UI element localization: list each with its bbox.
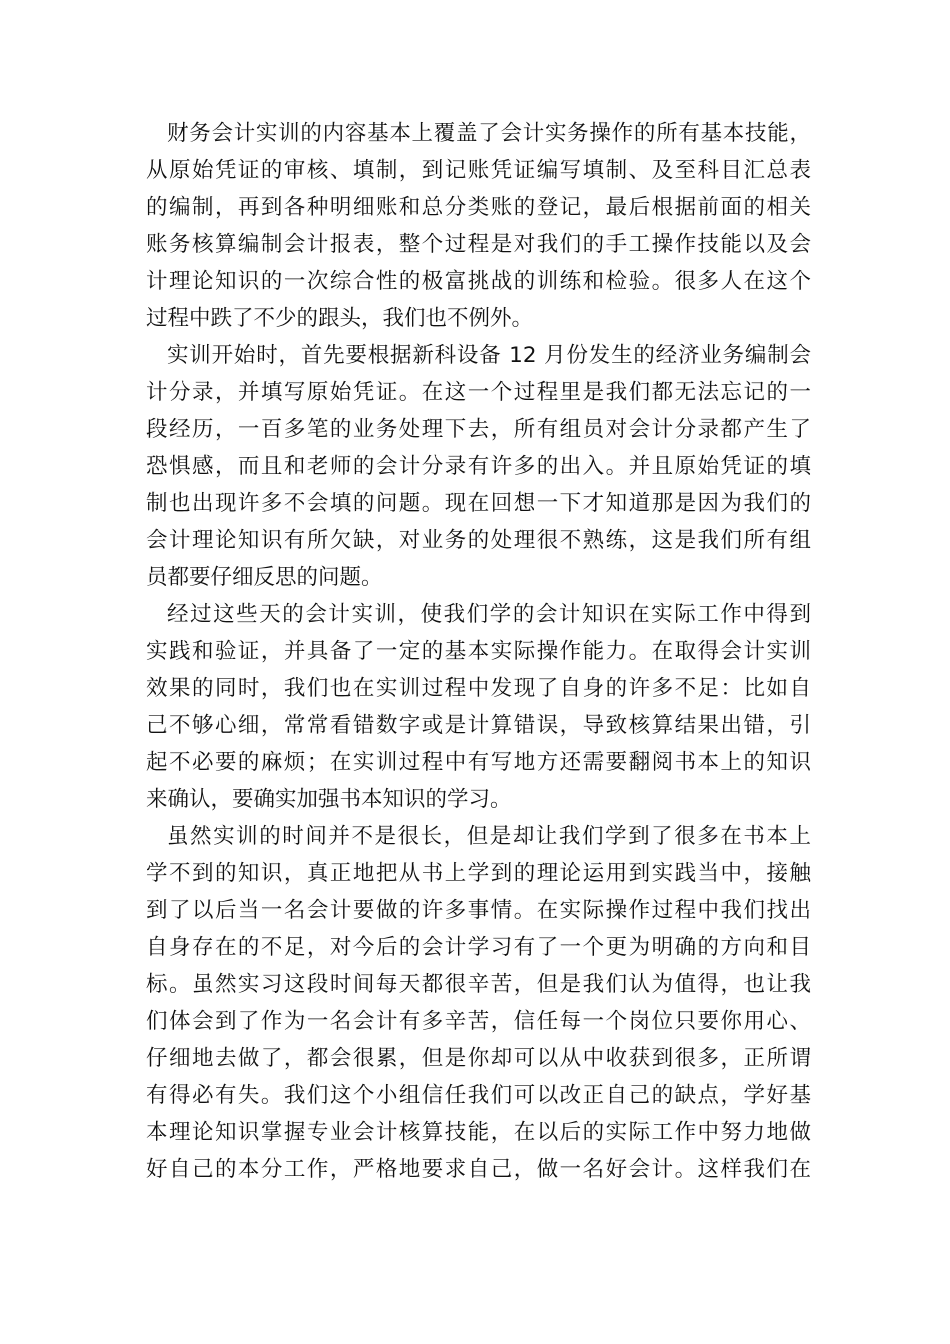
paragraph-3 (146, 596, 811, 818)
text-line: 自身存在的不足，对今后的会计学习有了一个更为明确的方向和目 (146, 935, 811, 960)
text-line: 标。虽然实习这段时间每天都很辛苦，但是我们认为值得，也让我 (146, 972, 811, 997)
text-line: 计分录，并填写原始凭证。在这一个过程里是我们都无法忘记的一 (146, 380, 811, 405)
text-line: 财务会计实训的内容基本上覆盖了会计实务操作的所有基本技能， (167, 121, 811, 146)
text-line: 恐惧感，而且和老师的会计分录有许多的出入。并且原始凭证的填 (146, 454, 811, 479)
text-line: 本理论知识掌握专业会计核算技能，在以后的实际工作中努力地做 (146, 1120, 811, 1145)
paragraph-2 (146, 337, 811, 596)
text-line: 段经历，一百多笔的业务处理下去，所有组员对会计分录都产生了 (146, 417, 811, 442)
document-body (146, 115, 811, 1188)
paragraph-4 (146, 818, 811, 1188)
text-line: 过程中跌了不少的跟头，我们也不例外。 (146, 306, 534, 331)
text-line: 从原始凭证的审核、填制，到记账凭证编写填制、及至科目汇总表 (146, 158, 811, 183)
paragraph-1 (146, 115, 811, 337)
text-line: 学不到的知识，真正地把从书上学到的理论运用到实践当中，接触 (146, 861, 811, 886)
text-line: 来确认，要确实加强书本知识的学习。 (146, 787, 512, 812)
text-line: 到了以后当一名会计要做的许多事情。在实际操作过程中我们找出 (146, 898, 811, 923)
text-line: 仔细地去做了，都会很累，但是你却可以从中收获到很多，正所谓 (146, 1046, 811, 1071)
text-line: 的编制，再到各种明细账和总分类账的登记，最后根据前面的相关 (146, 195, 811, 220)
text-line: 有得必有失。我们这个小组信任我们可以改正自己的缺点，学好基 (146, 1083, 811, 1108)
text-line: 实训开始时，首先要根据新科设备 12 月份发生的经济业务编制会 (167, 343, 811, 368)
text-line: 会计理论知识有所欠缺，对业务的处理很不熟练，这是我们所有组 (146, 528, 811, 553)
text-line: 经过这些天的会计实训，使我们学的会计知识在实际工作中得到 (167, 602, 811, 627)
text-line: 己不够心细，常常看错数字或是计算错误，导致核算结果出错，引 (146, 713, 811, 738)
text-line: 制也出现许多不会填的问题。现在回想一下才知道那是因为我们的 (146, 491, 811, 516)
text-line: 实践和验证，并具备了一定的基本实际操作能力。在取得会计实训 (146, 639, 811, 664)
text-line: 虽然实训的时间并不是很长，但是却让我们学到了很多在书本上 (167, 824, 811, 849)
text-line: 们体会到了作为一名会计有多辛苦，信任每一个岗位只要你用心、 (146, 1009, 811, 1034)
text-line: 起不必要的麻烦；在实训过程中有写地方还需要翻阅书本上的知识 (146, 750, 811, 775)
text-line: 账务核算编制会计报表，整个过程是对我们的手工操作技能以及会 (146, 232, 811, 257)
text-line: 效果的同时，我们也在实训过程中发现了自身的许多不足：比如自 (146, 676, 811, 701)
text-line: 好自己的本分工作，严格地要求自己，做一名好会计。这样我们在 (146, 1157, 811, 1182)
text-line: 员都要仔细反思的问题。 (146, 565, 383, 590)
text-line: 计理论知识的一次综合性的极富挑战的训练和检验。很多人在这个 (146, 269, 811, 294)
